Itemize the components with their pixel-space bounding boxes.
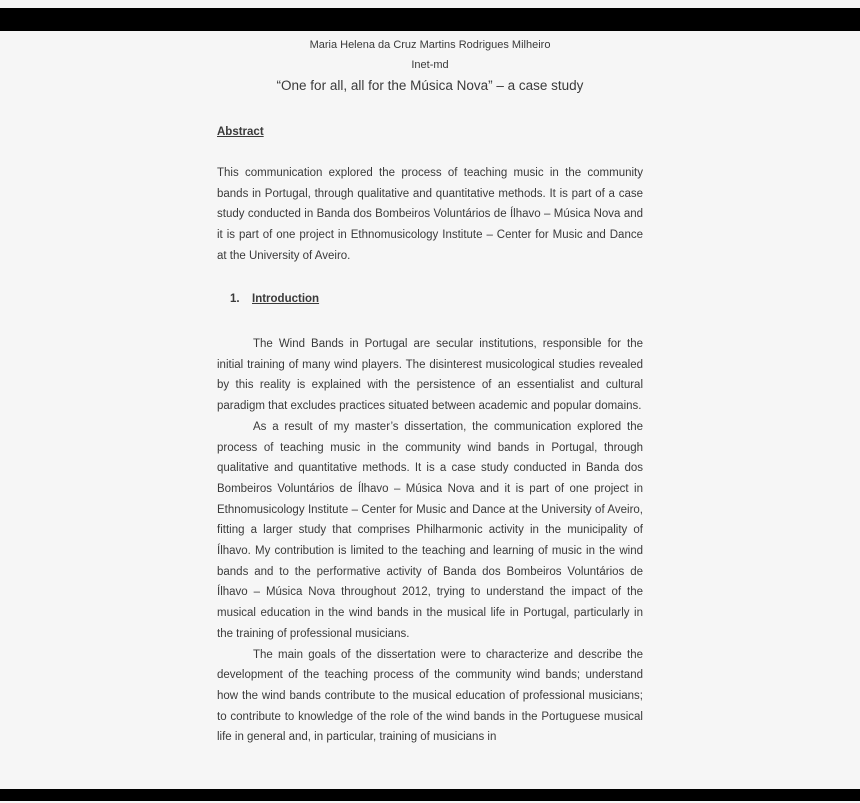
section-title: Introduction bbox=[252, 293, 320, 305]
introduction-paragraph-1: The Wind Bands in Portugal are secular institutions, responsible for the initial training of many wind players. The disinterest musicological studies revealed by this reality is explained with the persistence of an essentialist and cultural paradigm that excludes practices situated between academic and popular domains. bbox=[217, 338, 643, 413]
introduction-paragraph-2: As a result of my master’s dissertation, the communication explored the process of teaching music in the community wind bands in Portugal, through qualitative and quantitative methods. It is a case study conducted in Banda dos Bombeiros Voluntários de Ílhavo – Música Nova and it is part of one project in Ethnomusicology Institute – Center for Music and Dance at the University of Aveiro, fitting a larger study that comprises Philharmonic activity in the municipality of Ílhavo. My contribution is limited to the teaching and learning of music in the wind bands and to the performative activity of Banda dos Bombeiros Voluntários de Ílhavo – Música Nova throughout 2012, trying to understand the impact of the musical education in the wind bands in the musical life in Portugal, particularly in the training of professional musicians. bbox=[217, 420, 643, 640]
section-number: 1. bbox=[230, 293, 240, 305]
top-letterbox-bar bbox=[0, 8, 860, 31]
author-line: Maria Helena da Cruz Martins Rodrigues Milheiro bbox=[309, 39, 551, 51]
abstract-paragraph: This communication explored the process of teaching music in the community bands in Portugal, through qualitative and quantitative methods. It is part of a case study conducted in Banda dos Bombeiros Voluntários de Ílhavo – Música Nova and it is part of one project in Ethnomusicology Institute – Center for Music and Dance at the University of Aveiro. bbox=[217, 167, 643, 262]
introduction-paragraph-3: The main goals of the dissertation were to characterize and describe the development of the teaching process of the community wind bands; understand how the wind bands contribute to the musical education of professional musicians; to contribute to knowledge of the role of the wind bands in the Portuguese musical life in general and, in particular, training of musicians in bbox=[217, 648, 643, 744]
document-title: “One for all, all for the Música Nova” – a case study bbox=[276, 78, 584, 93]
introduction-body bbox=[217, 334, 643, 748]
introduction-heading bbox=[230, 293, 319, 305]
affiliation-line: Inet-md bbox=[411, 59, 449, 71]
abstract-heading: Abstract bbox=[217, 126, 264, 138]
bottom-letterbox-bar bbox=[0, 789, 860, 801]
